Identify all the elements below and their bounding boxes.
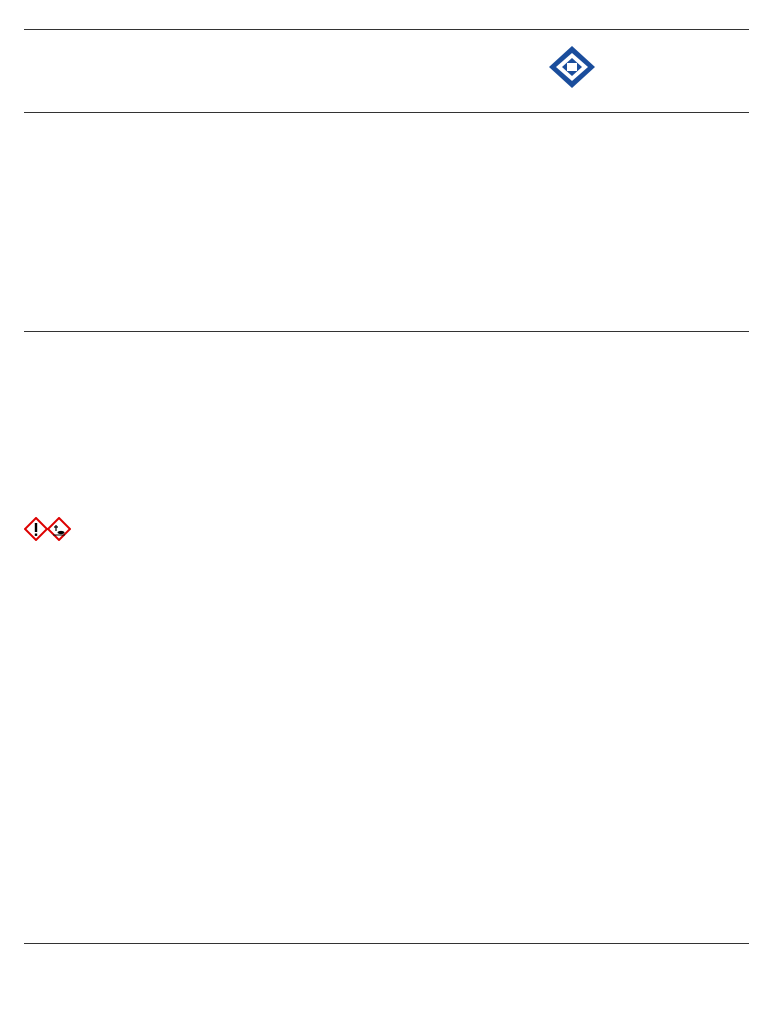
header-divider xyxy=(24,112,749,113)
mapei-emblem-icon xyxy=(548,45,596,89)
environment-pictogram-icon xyxy=(47,517,71,541)
exclamation-mark-pictogram-icon xyxy=(24,517,48,541)
section-1-divider xyxy=(24,331,749,332)
top-divider xyxy=(24,29,749,30)
section-2-divider xyxy=(24,943,749,944)
